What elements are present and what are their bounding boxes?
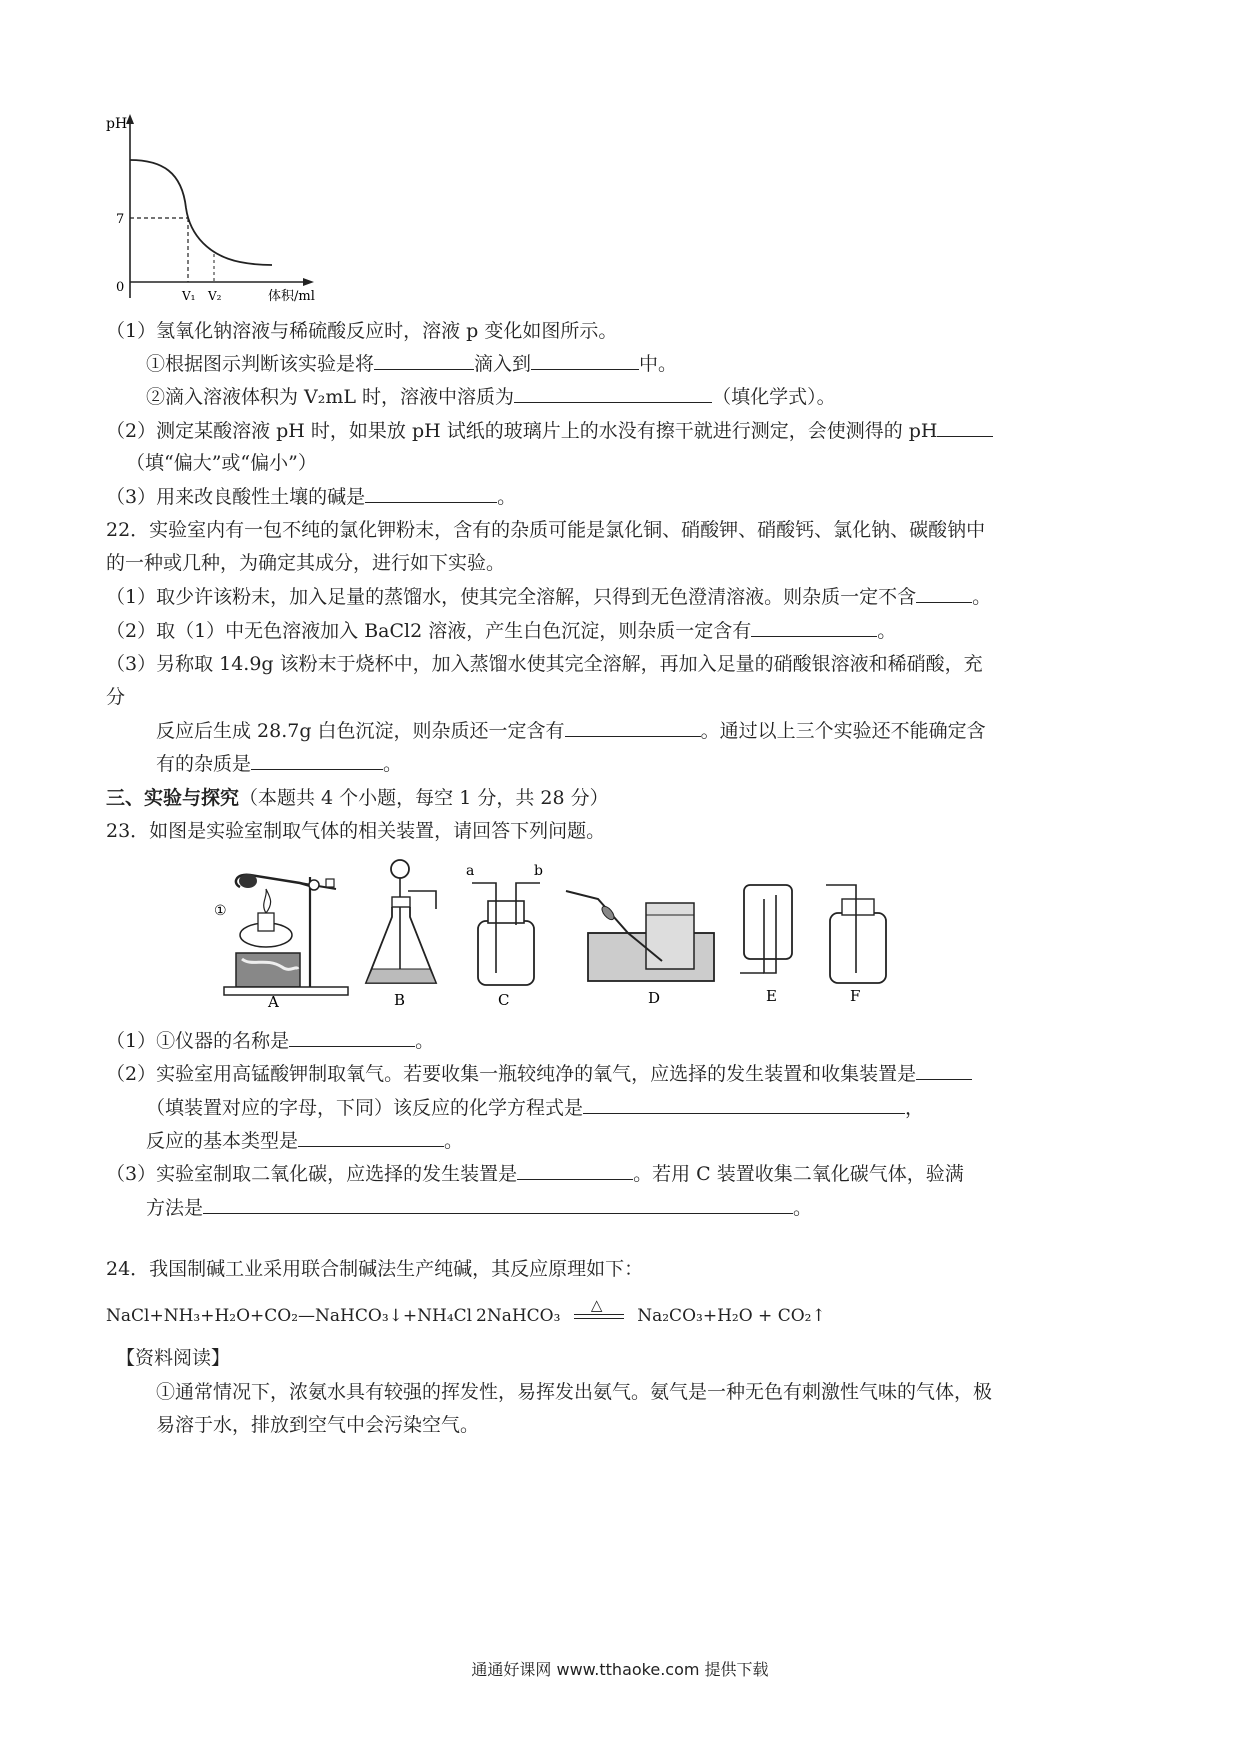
q21-part1-b: ②滴入溶液体积为 V₂mL 时，溶液中溶质为 （填化学式）。 <box>146 386 836 408</box>
blank <box>937 418 993 437</box>
blank <box>289 1028 415 1047</box>
ph-curve <box>130 160 272 265</box>
apparatus-d <box>566 891 714 1007</box>
apparatus-f <box>826 885 886 1005</box>
q23-part1: （1）①仪器的名称是 。 <box>106 1030 435 1052</box>
blank <box>583 1095 905 1114</box>
q24-stem: 24．我国制碱工业采用联合制碱法生产纯碱，其反应原理如下： <box>106 1258 644 1280</box>
blank <box>565 718 701 737</box>
page-footer: 通通好课网 www.tthaoke.com 提供下载 <box>471 1660 769 1679</box>
x-axis-arrow <box>303 278 314 286</box>
q22-part3-line2: 分 <box>106 686 126 708</box>
q23-part2-line2: （填装置对应的字母，下同）该反应的化学方程式是 ， <box>146 1097 925 1119</box>
q22-part3-line3: 反应后生成 28.7g 白色沉淀，则杂质还一定含有 。通过以上三个实验还不能确定含 <box>156 720 986 742</box>
q23-part2-line1: （2）实验室用高锰酸钾制取氧气。若要收集一瓶较纯净的氧气，应选择的发生装置和收集装置是 <box>106 1061 972 1087</box>
q22-part2: （2）取（1）中无色溶液加入 BaCl2 溶液，产生白色沉淀，则杂质一定含有 。 <box>106 620 897 642</box>
x-tick-v2: V₂ <box>208 289 222 303</box>
q23-stem: 23．如图是实验室制取气体的相关装置，请回答下列问题。 <box>106 820 606 842</box>
q23-part2-line3: 反应的基本类型是 。 <box>146 1130 464 1152</box>
y-tick-0: 0 <box>116 280 125 295</box>
blank <box>751 618 877 637</box>
port-b-label: b <box>534 863 543 879</box>
y-tick-7: 7 <box>116 212 125 227</box>
q21-part2-line1: （2）测定某酸溶液 pH 时，如果放 pH 试纸的玻璃片上的水没有擦干就进行测定，会使测得的 pH <box>106 418 993 444</box>
blank <box>374 351 474 370</box>
apparatus-label-d: D <box>648 989 661 1007</box>
q22-part1: （1）取少许该粉末，加入足量的蒸馏水，使其完全溶解，只得到无色澄清溶液。则杂质一定不含 。 <box>106 586 992 608</box>
q23-part3-line2: 方法是 。 <box>146 1197 813 1219</box>
reading-1-line1: ①通常情况下，浓氨水具有较强的挥发性，易挥发出氨气。氨气是一种无色有刺激性气味的气体，极 <box>156 1381 993 1403</box>
blank <box>298 1128 444 1147</box>
x-tick-v1: V₁ <box>182 289 196 303</box>
q24-equation-1: NaCl+NH₃+H₂O+CO₂—NaHCO₃↓+NH₄Cl <box>106 1306 473 1326</box>
q21-part2-line2: （填“偏大”或“偏小”） <box>126 452 317 474</box>
blank <box>203 1195 793 1214</box>
marker-1: ① <box>214 903 227 919</box>
apparatus-label-c: C <box>498 991 510 1009</box>
blank <box>531 351 639 370</box>
apparatus-label-f: F <box>850 987 861 1005</box>
apparatus-label-b: B <box>394 991 406 1009</box>
apparatus-b <box>366 860 436 1009</box>
q23-part3-line1: （3）实验室制取二氧化碳，应选择的发生装置是 。若用 C 装置收集二氧化碳气体，验满 <box>106 1163 964 1185</box>
blank <box>517 1161 633 1180</box>
q22-stem-line1: 22．实验室内有一包不纯的氯化钾粉末，含有的杂质可能是氯化铜、硝酸钾、硝酸钙、氯化钠、碳酸钠中 <box>106 519 986 541</box>
y-axis-label: pH <box>106 116 128 132</box>
apparatus-a <box>214 874 348 1011</box>
apparatus-c <box>466 863 543 1009</box>
section3-title: 三、实验与探究 <box>106 787 240 809</box>
reading-1-line2: 易溶于水，排放到空气中会污染空气。 <box>156 1414 480 1436</box>
q24-equation-2: 2NaHCO₃ △ Na₂CO₃+H₂O + CO₂↑ <box>476 1296 826 1326</box>
apparatus-label-a: A <box>268 993 279 1011</box>
apparatus-figure <box>210 855 910 1015</box>
y-axis-arrow <box>126 114 134 124</box>
blank <box>365 484 497 503</box>
section3-note: （本题共 4 个小题，每空 1 分，共 28 分） <box>239 787 609 809</box>
apparatus-e <box>740 885 792 1005</box>
q22-part3-line1: （3）另称取 14.9g 该粉末于烧杯中，加入蒸馏水使其完全溶解，再加入足量的硝酸银溶液和稀硝酸，充 <box>106 653 983 675</box>
q21-part3: （3）用来改良酸性土壤的碱是 。 <box>106 486 517 508</box>
q21-part1-a: ①根据图示判断该实验是将 滴入到 中。 <box>146 353 678 375</box>
x-axis-label: 体积/ml <box>268 289 315 304</box>
blank <box>251 751 383 770</box>
blank <box>916 584 972 603</box>
equation-condition: △ <box>574 1314 624 1319</box>
section3-heading <box>106 785 609 811</box>
apparatus-label-e: E <box>766 987 777 1005</box>
blank <box>916 1061 972 1080</box>
reading-title: 【资料阅读】 <box>116 1347 231 1369</box>
q22-part3-line4: 有的杂质是 。 <box>156 753 403 775</box>
port-a-label: a <box>466 863 475 879</box>
q21-part1-intro: （1）氢氧化钠溶液与稀硫酸反应时，溶液 p 变化如图所示。 <box>106 320 618 342</box>
blank <box>514 384 712 403</box>
q22-stem-line2: 的一种或几种，为确定其成分，进行如下实验。 <box>106 552 506 574</box>
ph-chart <box>100 108 380 308</box>
